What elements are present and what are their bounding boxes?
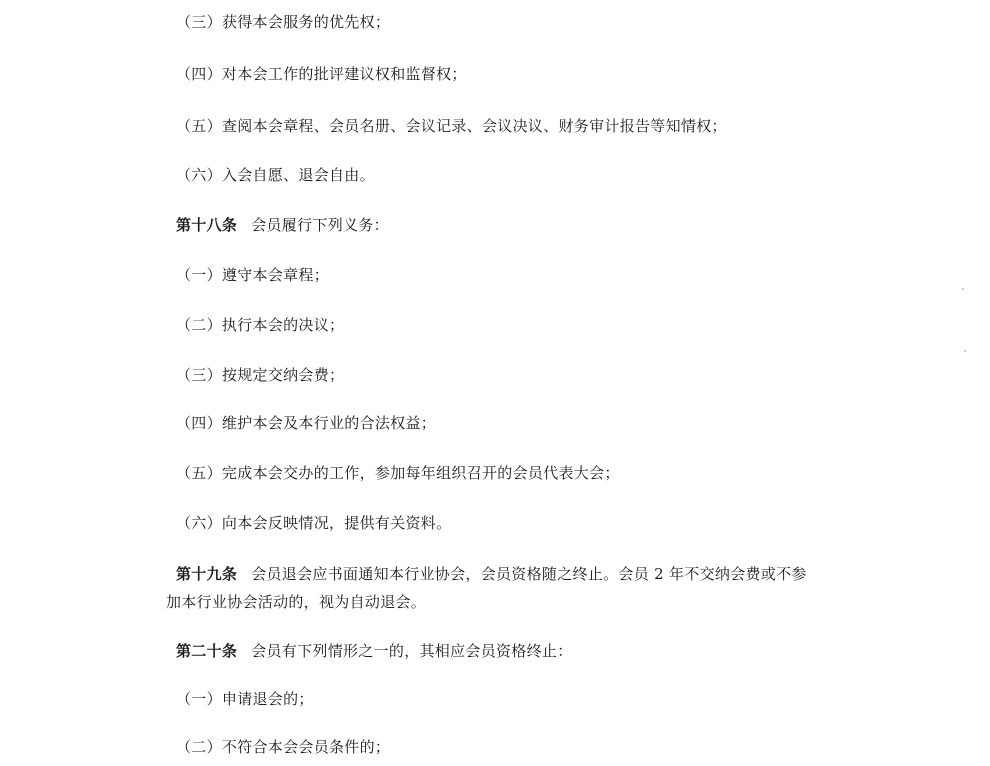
article-18-heading [176,216,389,234]
article-18-item-1: （一）遵守本会章程； [176,266,330,284]
article-18-item-2: （二）执行本会的决议； [176,316,345,334]
article-18-text: 会员履行下列义务： [251,216,389,234]
article-18-item-3: （三）按规定交纳会费； [176,366,345,384]
article-19-text-line-1: 会员退会应书面通知本行业协会，会员资格随之终止。会员 2 年不交纳会费或不参 [251,565,807,583]
article-18-item-6: （六）向本会反映情况，提供有关资料。 [176,514,452,532]
rights-item-6: （六）入会自愿、退会自由。 [176,166,375,184]
rights-item-5: （五）查阅本会章程、会员名册、会议记录、会议决议、财务审计报告等知情权； [176,117,727,135]
article-18-number: 第十八条 [176,216,238,234]
scan-speck [962,288,964,290]
article-18-item-4: （四）维护本会及本行业的合法权益； [176,414,437,432]
rights-item-4: （四）对本会工作的批评建议权和监督权； [176,65,467,83]
article-20-text: 会员有下列情形之一的，其相应会员资格终止： [251,642,573,660]
article-20-item-1: （一）申请退会的； [176,690,314,708]
article-19-line-1 [176,565,807,583]
scan-speck [964,350,966,352]
article-20-number: 第二十条 [176,642,238,660]
article-20-item-2: （二）不符合本会会员条件的； [176,738,391,756]
article-20-heading [176,642,573,660]
article-19-number: 第十九条 [176,565,238,583]
rights-item-3: （三）获得本会服务的优先权； [176,13,391,31]
article-19-line-2: 加本行业协会活动的，视为自动退会。 [166,593,427,611]
article-18-item-5: （五）完成本会交办的工作，参加每年组织召开的会员代表大会； [176,464,620,482]
